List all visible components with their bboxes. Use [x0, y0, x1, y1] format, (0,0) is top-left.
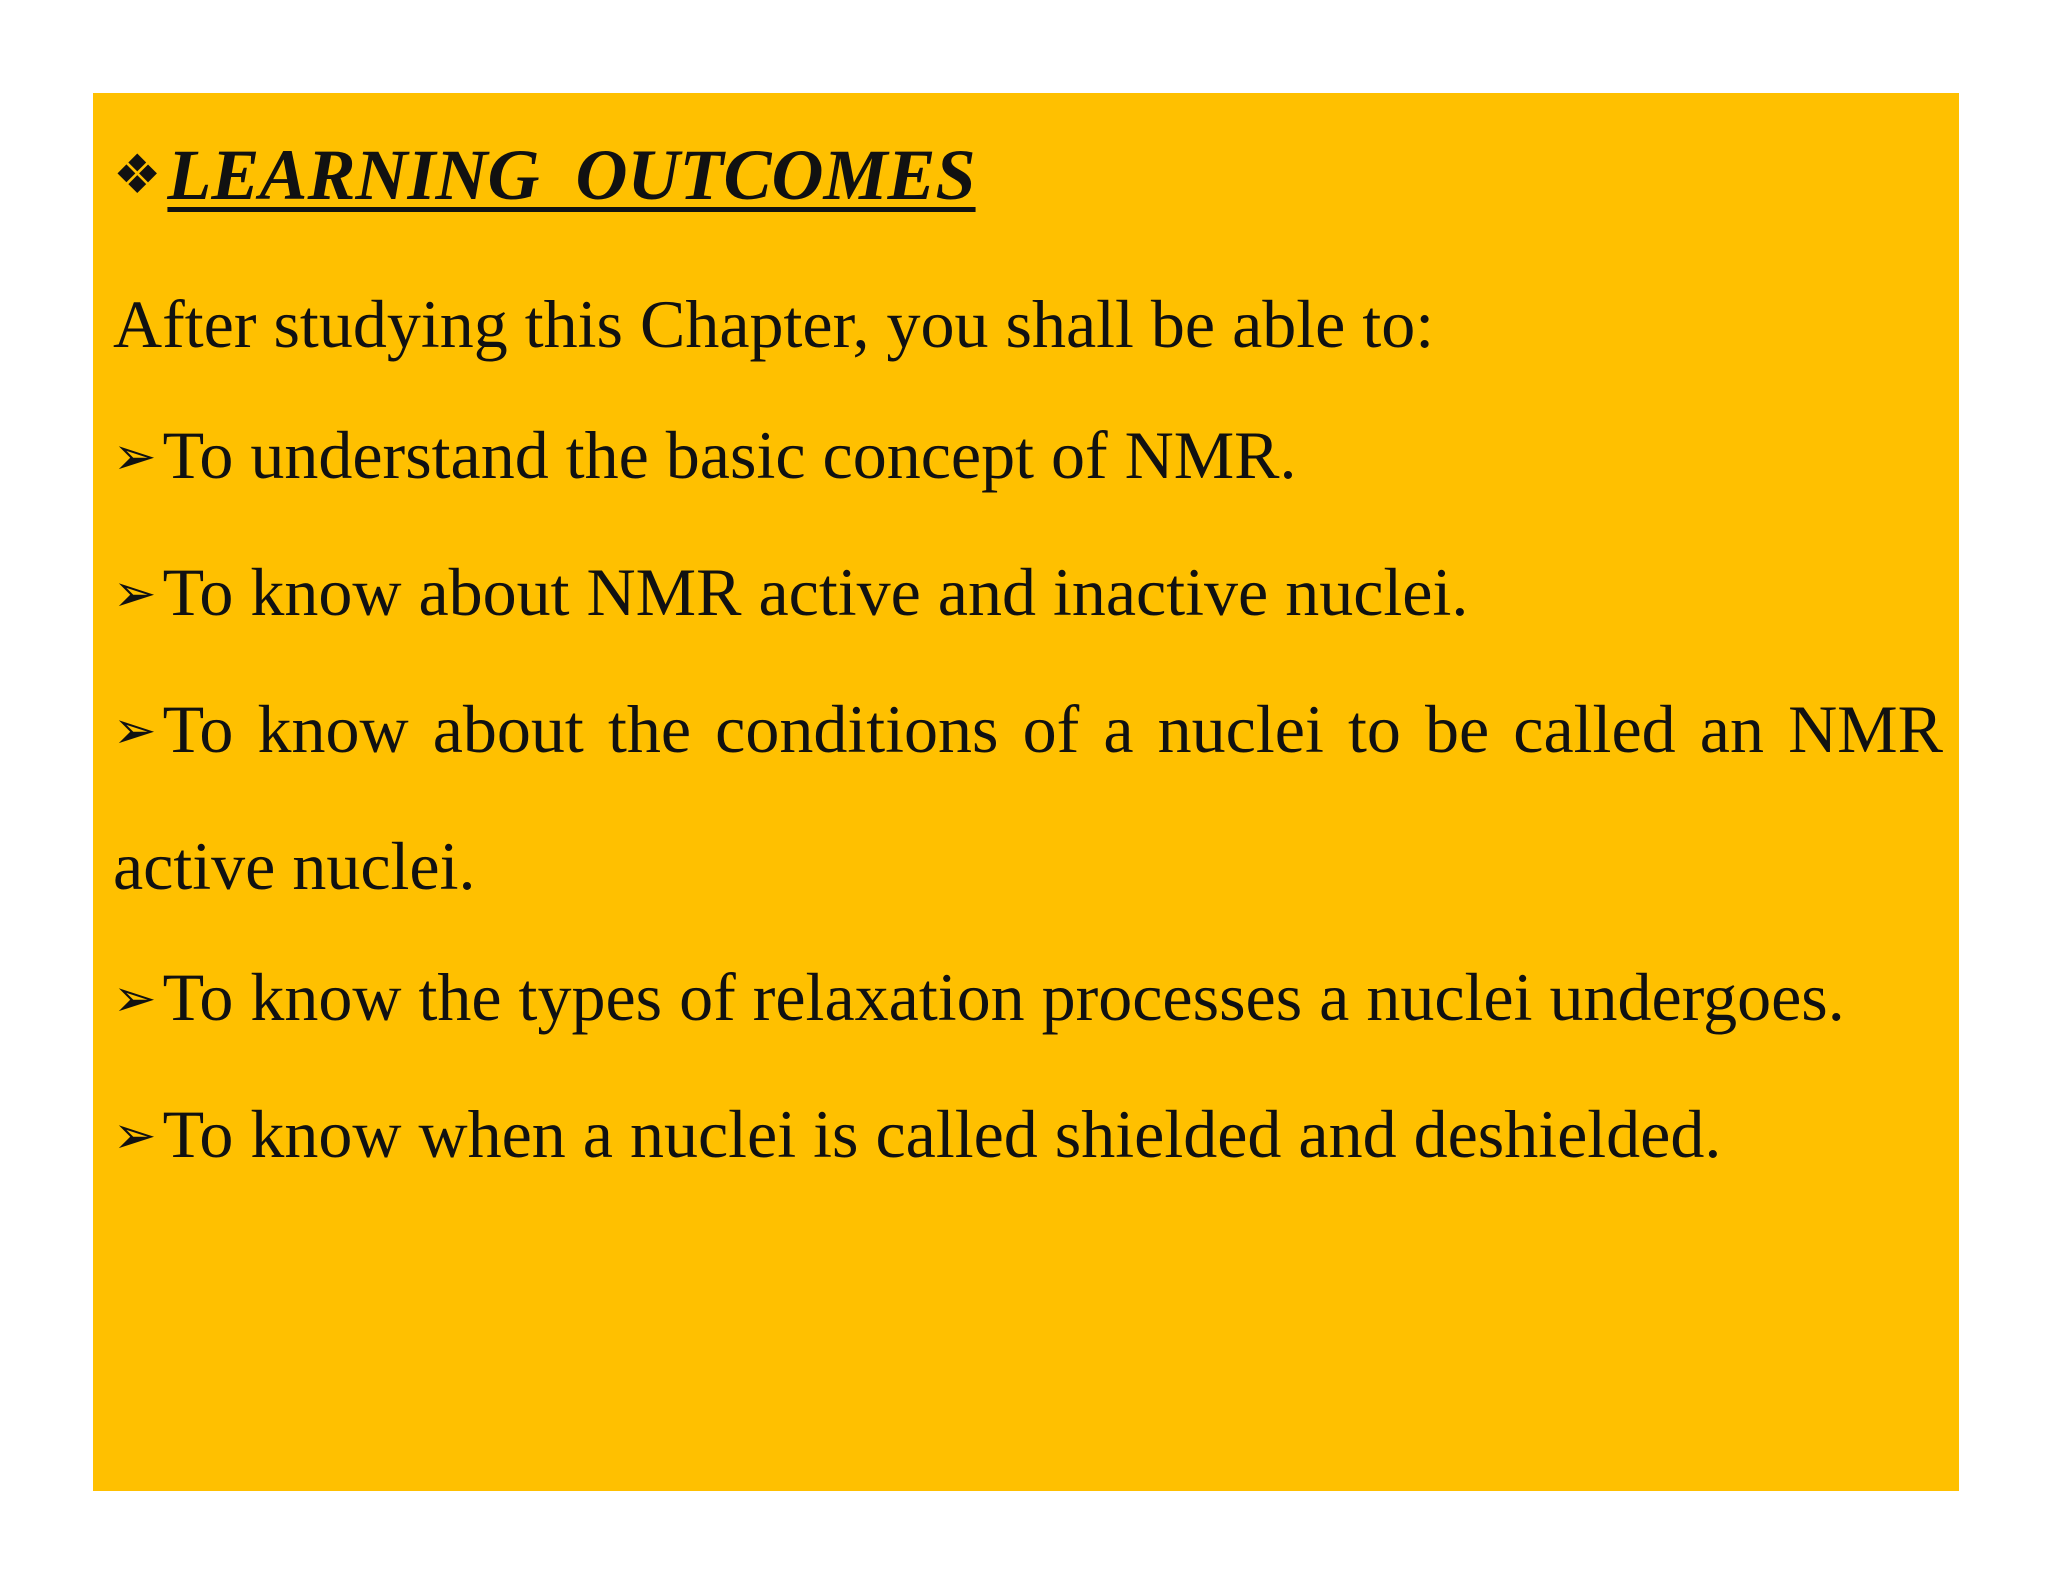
learning-outcomes-panel — [93, 93, 1959, 1491]
outcome-text: To know when a nuclei is called shielded and deshielded. — [162, 1096, 1722, 1172]
arrow-bullet-icon: ➢ — [113, 703, 157, 760]
section-heading — [113, 135, 1943, 245]
heading-text: LEARNING OUTCOMES — [167, 135, 976, 215]
outcome-text: To know the types of relaxation processes a nuclei undergoes. — [162, 959, 1845, 1035]
arrow-bullet-icon: ➢ — [113, 1108, 157, 1165]
arrow-bullet-icon: ➢ — [113, 971, 157, 1028]
diamond-bullet-icon: ❖ — [113, 145, 162, 205]
outcome-text: To know about the conditions of a nuclei to be called an NMR active nuclei. — [113, 691, 1943, 904]
outcome-item-5 — [113, 1069, 1943, 1206]
arrow-bullet-icon: ➢ — [113, 566, 157, 623]
outcome-item-1 — [113, 390, 1943, 527]
outcome-item-3 — [113, 664, 1943, 932]
outcome-text: To understand the basic concept of NMR. — [162, 417, 1297, 493]
arrow-bullet-icon: ➢ — [113, 429, 157, 486]
intro-text: After studying this Chapter, you shall be able to: — [113, 286, 1435, 362]
outcome-text: To know about NMR active and inactive nuclei. — [162, 554, 1469, 630]
panel-content — [113, 135, 1943, 1206]
outcome-item-4 — [113, 932, 1943, 1069]
outcome-item-2 — [113, 527, 1943, 664]
